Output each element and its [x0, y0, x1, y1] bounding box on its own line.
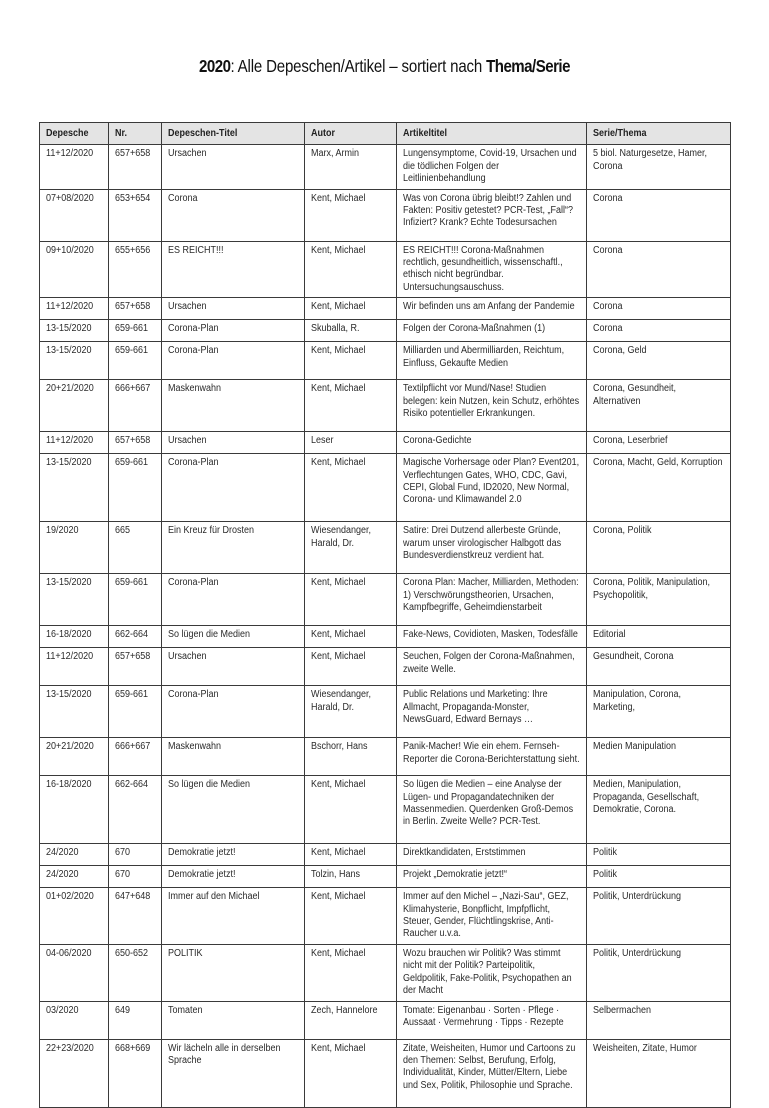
cell-nr-text: 665 [115, 525, 131, 537]
cell-depesche [40, 1039, 109, 1107]
cell-nr-text: 647+648 [115, 891, 151, 903]
cell-nr-text: 650-652 [115, 947, 149, 959]
cell-artikeltitel [397, 626, 587, 648]
cell-depesche-text: 13-15/2020 [46, 577, 92, 589]
cell-nr [109, 574, 162, 626]
cell-artikeltitel [397, 320, 587, 342]
cell-artikeltitel [397, 432, 587, 454]
cell-artikeltitel [397, 522, 587, 574]
cell-depeschen-titel [162, 241, 305, 298]
cell-nr-text: 657+658 [115, 301, 151, 313]
cell-artikeltitel [397, 189, 587, 241]
cell-autor-text: Kent, Michael [311, 192, 366, 204]
cell-depesche [40, 522, 109, 574]
cell-serie-thema-text: Corona [593, 323, 623, 335]
cell-depesche-text: 24/2020 [46, 847, 79, 859]
cell-depesche [40, 342, 109, 380]
table-row [40, 888, 731, 945]
cell-depesche-text: 01+02/2020 [46, 891, 94, 903]
cell-depeschen-titel [162, 1039, 305, 1107]
cell-artikeltitel [397, 241, 587, 298]
cell-artikeltitel [397, 776, 587, 844]
table-row [40, 380, 731, 432]
cell-depesche-text: 03/2020 [46, 1004, 79, 1016]
cell-nr [109, 380, 162, 432]
cell-autor [305, 522, 397, 574]
cell-serie-thema-text: 5 biol. Naturgesetze, Hamer, Corona [593, 148, 708, 172]
cell-depesche [40, 844, 109, 866]
cell-depesche-text: 16-18/2020 [46, 629, 92, 641]
cell-depeschen-titel-text: Ein Kreuz für Drosten [168, 525, 255, 537]
cell-serie-thema-text: Politik, Unterdrückung [593, 891, 682, 903]
cell-autor [305, 454, 397, 522]
cell-artikeltitel [397, 298, 587, 320]
cell-depesche-text: 24/2020 [46, 869, 79, 881]
cell-serie-thema-text: Corona [593, 301, 623, 313]
cell-autor [305, 189, 397, 241]
cell-depesche-text: 13-15/2020 [46, 689, 92, 701]
cell-depesche [40, 298, 109, 320]
cell-serie-thema [587, 380, 731, 432]
table-row [40, 189, 731, 241]
cell-autor [305, 342, 397, 380]
cell-depeschen-titel [162, 944, 305, 1001]
cell-autor-text: Skuballa, R. [311, 323, 360, 335]
table-row [40, 738, 731, 776]
cell-nr [109, 686, 162, 738]
cell-artikeltitel-text: Public Relations und Marketing: Ihre Allmacht, Propaganda-Monster, NewsGuard, Edward Bernays … [403, 689, 548, 726]
cell-depesche-text: 09+10/2020 [46, 244, 94, 256]
cell-depesche [40, 626, 109, 648]
cell-serie-thema [587, 432, 731, 454]
cell-depesche [40, 888, 109, 945]
cell-artikeltitel-text: Satire: Drei Dutzend allerbeste Gründe, warum unser virologischer Halbgott das Bundesverdienstkreuz verdient hat. [403, 525, 562, 562]
cell-depeschen-titel [162, 844, 305, 866]
cell-serie-thema-text: Medien Manipulation [593, 741, 677, 753]
title-middle: : Alle Depeschen/Artikel – sortiert nach [230, 56, 487, 76]
cell-artikeltitel [397, 844, 587, 866]
cell-serie-thema-text: Corona [593, 192, 623, 204]
table-row [40, 626, 731, 648]
cell-depeschen-titel-text: Ursachen [168, 301, 207, 313]
table-row [40, 648, 731, 686]
cell-artikeltitel [397, 738, 587, 776]
cell-autor-text: Zech, Hannelore [311, 1004, 378, 1016]
cell-artikeltitel-text: Lungensymptome, Covid-19, Ursachen und die tödlichen Folgen der Leitlinienbehandlung [403, 148, 577, 185]
cell-depesche-text: 11+12/2020 [46, 148, 94, 160]
cell-nr-text: 657+658 [115, 148, 151, 160]
cell-depeschen-titel-text: So lügen die Medien [168, 779, 251, 791]
cell-autor-text: Kent, Michael [311, 947, 366, 959]
cell-depeschen-titel [162, 686, 305, 738]
table-row [40, 522, 731, 574]
cell-serie-thema-text: Manipulation, Corona, Marketing, [593, 689, 682, 713]
cell-depeschen-titel-text: Immer auf den Michael [168, 891, 260, 903]
cell-depesche [40, 944, 109, 1001]
cell-nr [109, 866, 162, 888]
cell-serie-thema [587, 241, 731, 298]
cell-depeschen-titel [162, 342, 305, 380]
cell-depesche-text: 11+12/2020 [46, 435, 94, 447]
cell-serie-thema [587, 944, 731, 1001]
cell-depeschen-titel-text: Ursachen [168, 435, 207, 447]
column-header-autor: Autor [305, 123, 397, 145]
cell-nr [109, 888, 162, 945]
cell-serie-thema [587, 1039, 731, 1107]
cell-nr-text: 659-661 [115, 323, 149, 335]
cell-artikeltitel [397, 1039, 587, 1107]
column-header-artikeltitel: Artikeltitel [397, 123, 587, 145]
cell-serie-thema-text: Corona, Politik [593, 525, 652, 537]
cell-depeschen-titel [162, 320, 305, 342]
cell-depesche-text: 20+21/2020 [46, 383, 94, 395]
cell-autor-text: Kent, Michael [311, 891, 366, 903]
cell-depesche-text: 13-15/2020 [46, 457, 92, 469]
cell-serie-thema [587, 686, 731, 738]
cell-artikeltitel-text: Magische Vorhersage oder Plan? Event201, Verflechtungen Gates, WHO, CDC, Gavi, CEPI, Global Fund, ID2020, New Normal, Corona- und Klimawandel 2.0 [403, 457, 580, 506]
cell-depeschen-titel-text: ES REICHT!!! [168, 244, 224, 256]
cell-artikeltitel [397, 944, 587, 1001]
cell-depesche [40, 320, 109, 342]
cell-autor [305, 648, 397, 686]
cell-depesche [40, 738, 109, 776]
cell-nr [109, 522, 162, 574]
cell-autor [305, 145, 397, 189]
cell-depesche-text: 04-06/2020 [46, 947, 92, 959]
cell-serie-thema-text: Editorial [593, 629, 626, 641]
cell-nr-text: 670 [115, 869, 131, 881]
cell-artikeltitel-text: Wir befinden uns am Anfang der Pandemie [403, 301, 575, 313]
cell-nr-text: 662-664 [115, 779, 149, 791]
cell-depesche [40, 776, 109, 844]
cell-autor [305, 1001, 397, 1039]
cell-serie-thema [587, 1001, 731, 1039]
cell-depeschen-titel-text: Wir lächeln alle in derselben Sprache [168, 1042, 281, 1066]
cell-nr-text: 662-664 [115, 629, 149, 641]
cell-autor-text: Kent, Michael [311, 651, 366, 663]
cell-depeschen-titel-text: Corona-Plan [168, 457, 219, 469]
cell-nr [109, 1039, 162, 1107]
cell-nr [109, 320, 162, 342]
title-year: 2020 [199, 56, 231, 76]
cell-depeschen-titel-text: Corona-Plan [168, 689, 219, 701]
cell-autor [305, 298, 397, 320]
table-row [40, 298, 731, 320]
cell-autor [305, 944, 397, 1001]
cell-autor-text: Marx, Armin [311, 148, 360, 160]
cell-artikeltitel-text: Seuchen, Folgen der Corona-Maßnahmen, zweite Welle. [403, 651, 575, 675]
column-header-nr: Nr. [109, 123, 162, 145]
cell-nr [109, 844, 162, 866]
cell-serie-thema-text: Medien, Manipulation, Propaganda, Gesellschaft, Demokratie, Corona. [593, 779, 700, 816]
cell-depeschen-titel-text: Maskenwahn [168, 383, 222, 395]
cell-nr [109, 626, 162, 648]
cell-depeschen-titel [162, 888, 305, 945]
cell-depeschen-titel [162, 738, 305, 776]
cell-serie-thema [587, 298, 731, 320]
table-row [40, 342, 731, 380]
cell-autor-text: Kent, Michael [311, 1042, 366, 1054]
cell-depesche [40, 1001, 109, 1039]
articles-table [39, 122, 731, 1108]
cell-serie-thema [587, 189, 731, 241]
cell-artikeltitel-text: Corona-Gedichte [403, 435, 472, 447]
cell-depeschen-titel-text: Demokratie jetzt! [168, 847, 236, 859]
cell-serie-thema-text: Corona, Politik, Manipulation, Psychopolitik, [593, 577, 711, 601]
cell-artikeltitel-text: Tomate: Eigenanbau · Sorten · Pflege · Aussaat · Vermehrung · Tipps · Rezepte [403, 1004, 564, 1028]
cell-depeschen-titel-text: POLITIK [168, 947, 203, 959]
cell-nr [109, 241, 162, 298]
cell-artikeltitel-text: Panik-Macher! Wie ein ehem. Fernseh-Reporter die Corona-Berichterstattung sieht. [403, 741, 580, 765]
cell-autor [305, 626, 397, 648]
cell-artikeltitel-text: So lügen die Medien – eine Analyse der Lügen- und Propagandatechniken der Massenmedien. Querdenken Groß-Demos in Berlin. Zweite Welle? PCR-Test. [403, 779, 574, 828]
cell-depesche-text: 11+12/2020 [46, 301, 94, 313]
cell-nr [109, 648, 162, 686]
cell-artikeltitel-text: Milliarden und Abermilliarden, Reichtum, Einfluss, Gekaufte Medien [403, 345, 565, 369]
cell-artikeltitel-text: Fake-News, Covidioten, Masken, Todesfälle [403, 629, 578, 641]
cell-depesche-text: 13-15/2020 [46, 345, 92, 357]
cell-depesche-text: 07+08/2020 [46, 192, 94, 204]
cell-depesche [40, 454, 109, 522]
cell-autor-text: Kent, Michael [311, 244, 366, 256]
cell-depesche-text: 19/2020 [46, 525, 79, 537]
table-row [40, 145, 731, 189]
cell-autor [305, 888, 397, 945]
cell-depeschen-titel-text: Tomaten [168, 1004, 203, 1016]
table-row [40, 241, 731, 298]
cell-nr [109, 342, 162, 380]
cell-artikeltitel [397, 380, 587, 432]
cell-nr-text: 649 [115, 1004, 131, 1016]
cell-serie-thema [587, 320, 731, 342]
cell-depeschen-titel [162, 776, 305, 844]
cell-autor-text: Leser [311, 435, 334, 447]
cell-nr [109, 944, 162, 1001]
cell-serie-thema [587, 574, 731, 626]
title-emphasis: Thema/Serie [486, 56, 570, 76]
cell-autor-text: Wiesendanger, Harald, Dr. [311, 525, 372, 549]
cell-artikeltitel-text: Zitate, Weisheiten, Humor und Cartoons zu den Themen: Selbst, Berufung, Erfolg, Individualität, Kinder, Mütter/Eltern, Liebe und Sex, Politik, Philosophie und Sprache. [403, 1042, 576, 1091]
cell-depesche-text: 20+21/2020 [46, 741, 94, 753]
cell-depeschen-titel-text: Maskenwahn [168, 741, 222, 753]
cell-serie-thema [587, 844, 731, 866]
cell-nr-text: 670 [115, 847, 131, 859]
table-row [40, 454, 731, 522]
cell-nr-text: 659-661 [115, 345, 149, 357]
cell-serie-thema-text: Corona, Gesundheit, Alternativen [593, 383, 677, 407]
cell-depeschen-titel [162, 189, 305, 241]
cell-nr-text: 659-661 [115, 457, 149, 469]
page-title [54, 56, 715, 77]
cell-depeschen-titel-text: Corona [168, 192, 198, 204]
cell-autor [305, 844, 397, 866]
cell-depeschen-titel [162, 432, 305, 454]
cell-artikeltitel [397, 1001, 587, 1039]
cell-depesche [40, 866, 109, 888]
cell-depesche-text: 11+12/2020 [46, 651, 94, 663]
cell-serie-thema [587, 342, 731, 380]
table-row [40, 320, 731, 342]
cell-artikeltitel [397, 574, 587, 626]
cell-nr [109, 738, 162, 776]
cell-nr-text: 657+658 [115, 651, 151, 663]
cell-autor [305, 1039, 397, 1107]
cell-nr [109, 1001, 162, 1039]
cell-serie-thema-text: Gesundheit, Corona [593, 651, 674, 663]
cell-serie-thema [587, 454, 731, 522]
cell-nr-text: 655+656 [115, 244, 151, 256]
cell-autor [305, 380, 397, 432]
cell-depesche [40, 648, 109, 686]
cell-artikeltitel [397, 342, 587, 380]
cell-autor-text: Kent, Michael [311, 345, 366, 357]
cell-serie-thema-text: Weisheiten, Zitate, Humor [593, 1042, 697, 1054]
table-row [40, 432, 731, 454]
cell-depesche-text: 22+23/2020 [46, 1042, 94, 1054]
cell-depeschen-titel [162, 298, 305, 320]
cell-artikeltitel [397, 866, 587, 888]
cell-serie-thema [587, 888, 731, 945]
cell-autor [305, 320, 397, 342]
cell-nr [109, 432, 162, 454]
cell-nr-text: 666+667 [115, 741, 151, 753]
table-row [40, 574, 731, 626]
cell-serie-thema [587, 522, 731, 574]
cell-artikeltitel-text: Immer auf den Michel – „Nazi-Sau“, GEZ, Klimahysterie, Bonpflicht, Impfpflicht, Steuer, Gender, Flüchtlingskrise, Anti-Raucher u.v.a. [403, 891, 569, 940]
cell-artikeltitel-text: Corona Plan: Macher, Milliarden, Methoden: 1) Verschwörungstheorien, Ursachen, Kampfbegriffe, Geheimdienstarbeit [403, 577, 579, 614]
cell-depeschen-titel-text: Ursachen [168, 651, 207, 663]
cell-artikeltitel-text: Projekt „Demokratie jetzt!“ [403, 869, 508, 881]
cell-nr-text: 657+658 [115, 435, 151, 447]
cell-artikeltitel-text: Folgen der Corona-Maßnahmen (1) [403, 323, 546, 335]
cell-depeschen-titel [162, 145, 305, 189]
cell-depesche-text: 13-15/2020 [46, 323, 92, 335]
cell-nr-text: 653+654 [115, 192, 151, 204]
cell-artikeltitel-text: Textilpflicht vor Mund/Nase! Studien belegen: kein Nutzen, kein Schutz, erhöhtes Risiko potentieller Erkrankungen. [403, 383, 580, 420]
cell-serie-thema-text: Corona [593, 244, 623, 256]
cell-autor-text: Kent, Michael [311, 577, 366, 589]
cell-autor-text: Kent, Michael [311, 779, 366, 791]
cell-autor-text: Kent, Michael [311, 457, 366, 469]
column-header-serie-thema: Serie/Thema [587, 123, 731, 145]
cell-depesche [40, 380, 109, 432]
cell-depeschen-titel-text: So lügen die Medien [168, 629, 251, 641]
cell-artikeltitel-text: Was von Corona übrig bleibt!? Zahlen und Fakten: Positiv getestet? PCR-Test, „Fall“? Infiziert? Krank? Echte Todesursachen [403, 192, 574, 229]
cell-depesche [40, 189, 109, 241]
cell-autor-text: Kent, Michael [311, 301, 366, 313]
table-body [40, 145, 731, 1107]
cell-depeschen-titel [162, 380, 305, 432]
cell-serie-thema-text: Corona, Macht, Geld, Korruption [593, 457, 723, 469]
column-header-depeschen-titel: Depeschen-Titel [162, 123, 305, 145]
cell-nr [109, 145, 162, 189]
cell-autor [305, 776, 397, 844]
cell-nr-text: 666+667 [115, 383, 151, 395]
cell-depeschen-titel [162, 866, 305, 888]
cell-autor-text: Kent, Michael [311, 383, 366, 395]
cell-depeschen-titel [162, 522, 305, 574]
cell-depeschen-titel-text: Corona-Plan [168, 345, 219, 357]
cell-autor-text: Kent, Michael [311, 629, 366, 641]
cell-autor-text: Kent, Michael [311, 847, 366, 859]
cell-artikeltitel [397, 454, 587, 522]
cell-autor-text: Bschorr, Hans [311, 741, 368, 753]
table-header-row [40, 123, 731, 145]
cell-depeschen-titel [162, 454, 305, 522]
cell-depeschen-titel [162, 574, 305, 626]
cell-autor [305, 241, 397, 298]
cell-autor [305, 686, 397, 738]
cell-artikeltitel [397, 888, 587, 945]
cell-serie-thema [587, 626, 731, 648]
cell-nr [109, 298, 162, 320]
cell-artikeltitel [397, 145, 587, 189]
cell-serie-thema [587, 648, 731, 686]
table-row [40, 844, 731, 866]
cell-depeschen-titel [162, 1001, 305, 1039]
cell-depesche [40, 241, 109, 298]
table-row [40, 1039, 731, 1107]
cell-nr [109, 776, 162, 844]
cell-serie-thema-text: Selbermachen [593, 1004, 652, 1016]
cell-artikeltitel-text: Direktkandidaten, Erststimmen [403, 847, 526, 859]
cell-serie-thema-text: Politik [593, 869, 618, 881]
cell-serie-thema [587, 866, 731, 888]
table-row [40, 866, 731, 888]
cell-depesche-text: 16-18/2020 [46, 779, 92, 791]
table-row [40, 686, 731, 738]
cell-artikeltitel [397, 648, 587, 686]
cell-serie-thema [587, 776, 731, 844]
cell-nr [109, 189, 162, 241]
cell-autor-text: Wiesendanger, Harald, Dr. [311, 689, 372, 713]
cell-serie-thema [587, 738, 731, 776]
table-row [40, 944, 731, 1001]
cell-artikeltitel [397, 686, 587, 738]
cell-nr-text: 659-661 [115, 577, 149, 589]
cell-autor [305, 432, 397, 454]
table-row [40, 1001, 731, 1039]
cell-depesche [40, 574, 109, 626]
cell-artikeltitel-text: Wozu brauchen wir Politik? Was stimmt nicht mit der Politik? Parteipolitik, Geldpolitik, Fake-Politik, Psychopathen an der Macht [403, 947, 572, 997]
cell-depesche [40, 145, 109, 189]
cell-depesche [40, 686, 109, 738]
cell-depeschen-titel-text: Corona-Plan [168, 577, 219, 589]
cell-artikeltitel-text: ES REICHT!!! Corona-Maßnahmen rechtlich, gesundheitlich, wissenschaftl., ethisch nicht begründbar. Untersuchungsauschuss. [403, 244, 563, 293]
cell-serie-thema [587, 145, 731, 189]
cell-serie-thema-text: Corona, Leserbrief [593, 435, 668, 447]
cell-autor [305, 866, 397, 888]
cell-depesche [40, 432, 109, 454]
cell-autor-text: Tolzin, Hans [311, 869, 361, 881]
cell-nr-text: 659-661 [115, 689, 149, 701]
cell-depeschen-titel-text: Demokratie jetzt! [168, 869, 236, 881]
cell-autor [305, 738, 397, 776]
cell-autor [305, 574, 397, 626]
cell-nr [109, 454, 162, 522]
cell-nr-text: 668+669 [115, 1042, 151, 1054]
table-row [40, 776, 731, 844]
cell-serie-thema-text: Politik, Unterdrückung [593, 947, 682, 959]
cell-depeschen-titel-text: Ursachen [168, 148, 207, 160]
cell-depeschen-titel [162, 626, 305, 648]
column-header-depesche: Depesche [40, 123, 109, 145]
cell-depeschen-titel [162, 648, 305, 686]
cell-serie-thema-text: Politik [593, 847, 618, 859]
cell-depeschen-titel-text: Corona-Plan [168, 323, 219, 335]
cell-serie-thema-text: Corona, Geld [593, 345, 647, 357]
